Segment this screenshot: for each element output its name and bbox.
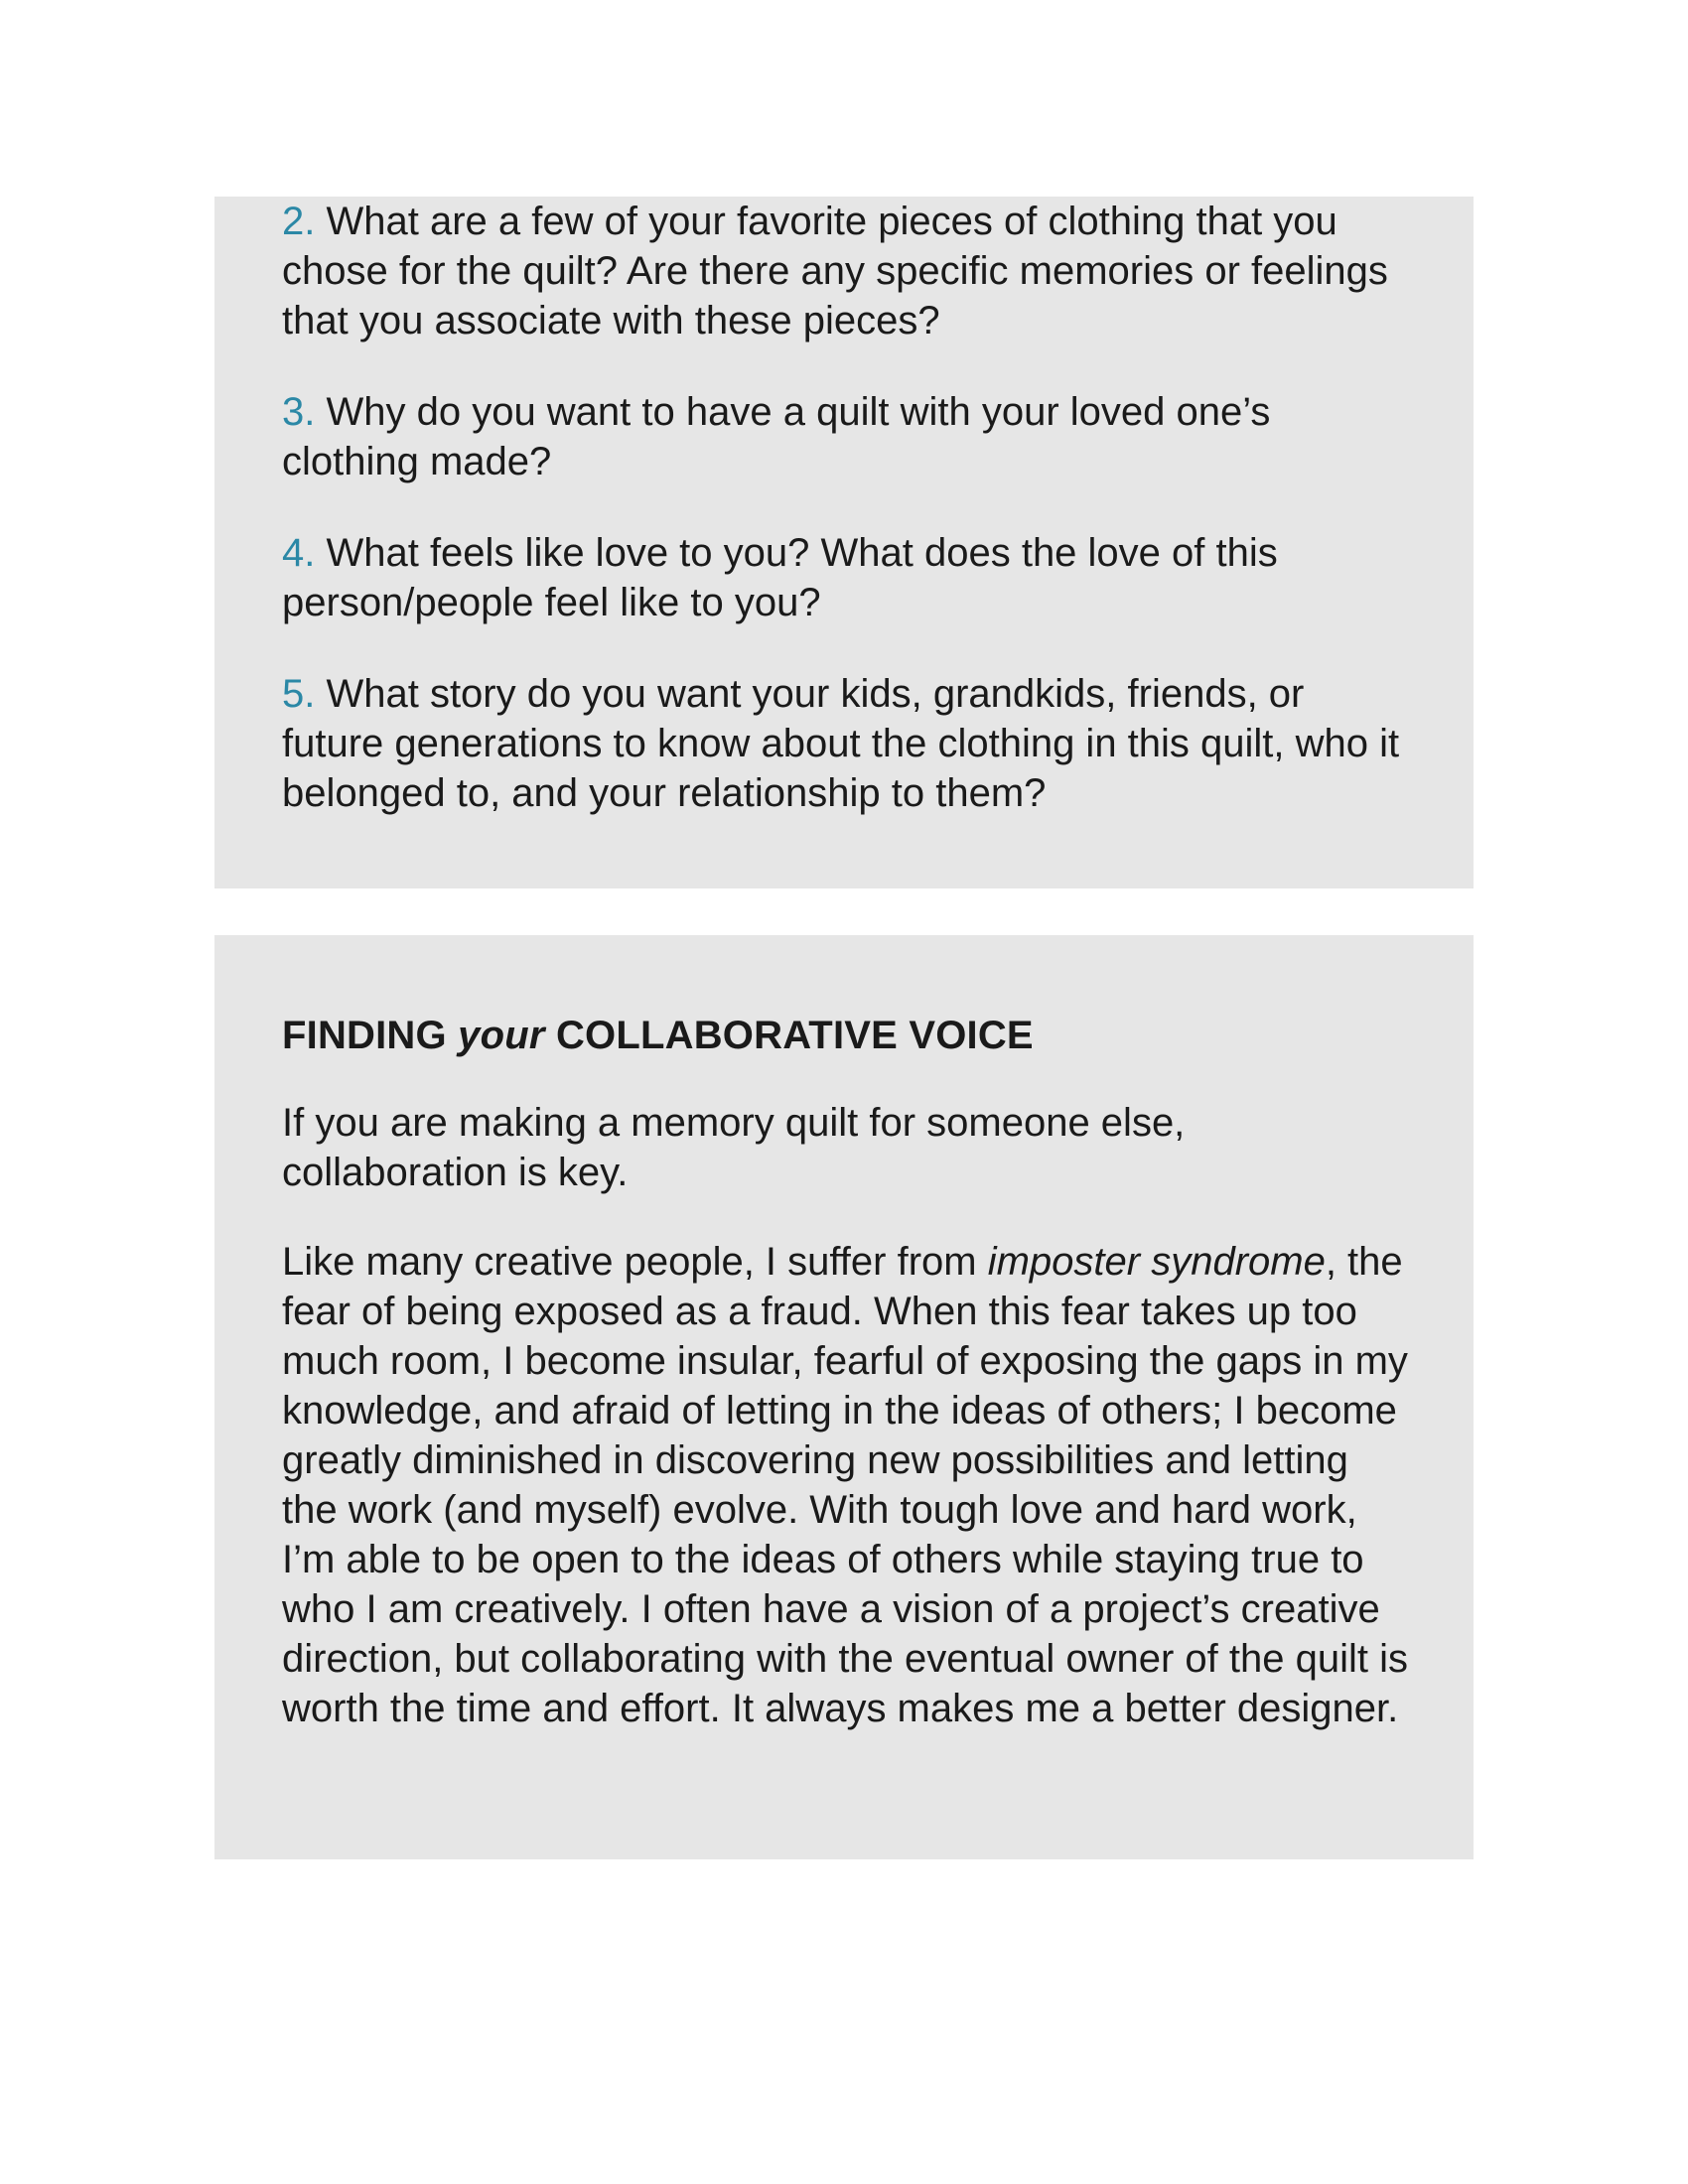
question-3 — [282, 387, 1414, 486]
question-4 — [282, 528, 1414, 627]
heading-part-1: FINDING — [282, 1014, 459, 1057]
question-text: What feels like love to you? What does the love of this person/people feel like to you? — [282, 531, 1278, 624]
intro-paragraph: If you are making a memory quilt for someone else, collaboration is key. — [282, 1101, 1186, 1194]
question-number: 4. — [282, 531, 316, 575]
question-number: 3. — [282, 390, 316, 434]
heading-emphasis: your — [458, 1014, 545, 1057]
body-paragraph — [282, 1237, 1414, 1733]
question-number: 5. — [282, 672, 316, 716]
question-2 — [282, 197, 1414, 345]
question-number: 2. — [282, 200, 316, 243]
body-rest: , the fear of being exposed as a fraud. When this fear takes up too much room, I become insular, fearful of exposing the gaps in my knowledge, and afraid of letting in the ideas of others; I become greatly diminished in discovering new possibilities and letting the work (and myself) evolve. With tough love and hard work, I’m able to be open to the ideas of others while staying true to who I am creatively. I often have a vision of a project’s creative direction, but collaborating with the eventual owner of the quilt is worth the time and effort. It always makes me a better designer. — [282, 1240, 1409, 1730]
section-heading — [282, 1011, 1414, 1060]
body-lead: Like many creative people, I suffer from — [282, 1240, 988, 1284]
question-5 — [282, 669, 1414, 818]
collaborative-voice-panel — [214, 935, 1474, 1859]
question-text: What story do you want your kids, grandkids, friends, or future generations to know about the clothing in this quilt, who it belonged to, and your relationship to them? — [282, 672, 1400, 815]
heading-part-2: COLLABORATIVE VOICE — [544, 1014, 1034, 1057]
reflection-questions-panel — [214, 197, 1474, 888]
body-emphasis: imposter syndrome — [987, 1240, 1326, 1284]
question-text: What are a few of your favorite pieces of clothing that you chose for the quilt? Are there any specific memories or feelings that you associate with these pieces? — [282, 200, 1388, 342]
question-text: Why do you want to have a quilt with your loved one’s clothing made? — [282, 390, 1271, 483]
